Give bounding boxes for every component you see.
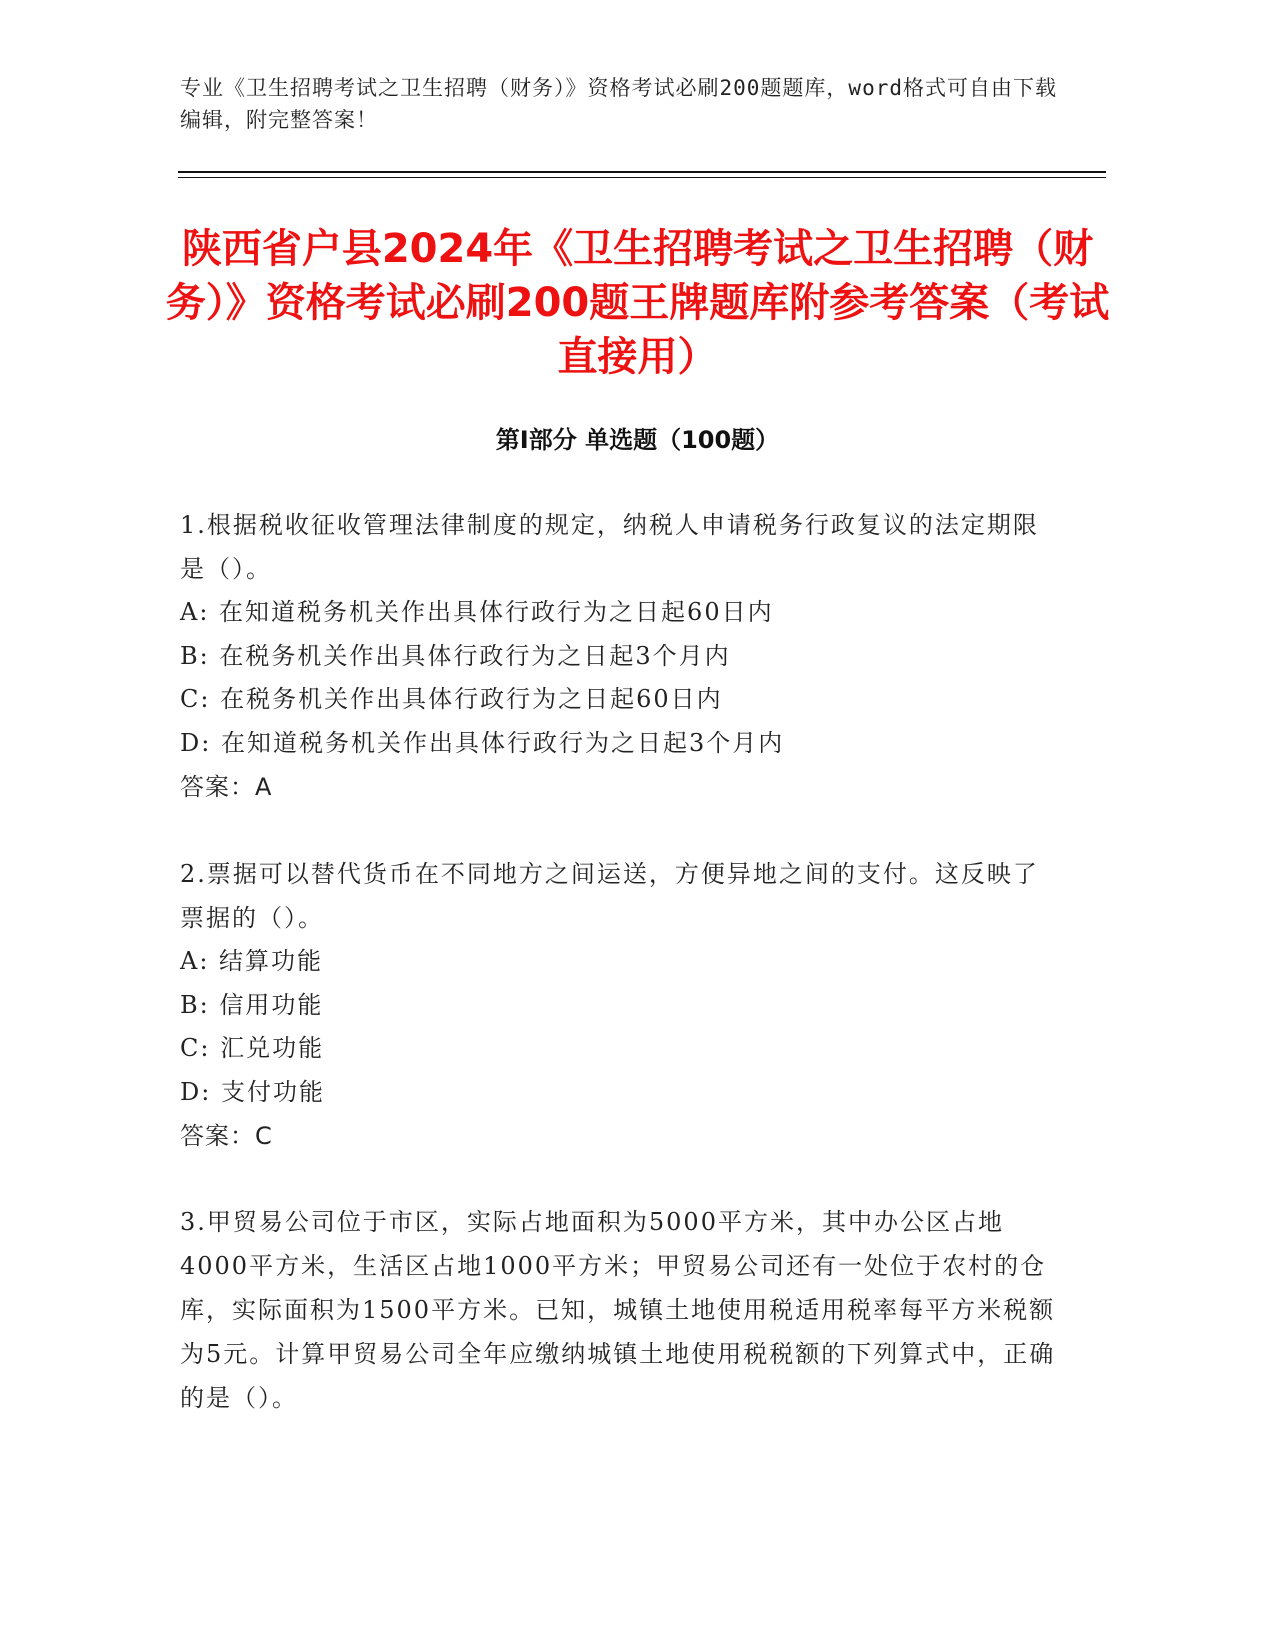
- option-a: A: 在知道税务机关作出具体行政行为之日起60日内: [180, 598, 774, 626]
- question-3: [180, 1200, 1060, 1420]
- option-d: D: 支付功能: [180, 1077, 325, 1106]
- option-b: B: 信用功能: [180, 990, 324, 1019]
- option-a: A: 结算功能: [180, 947, 324, 975]
- question-1: [180, 503, 1060, 809]
- header-note: 专业《卫生招聘考试之卫生招聘（财务）》资格考试必刷200题题库，word格式可自由下载编辑，附完整答案！: [180, 76, 1057, 132]
- answer-label: 答案：A: [180, 773, 273, 801]
- header-rule-thick: [178, 171, 1106, 173]
- option-c: C: 在税务机关作出具体行政行为之日起60日内: [180, 685, 723, 713]
- option-d: D: 在知道税务机关作出具体行政行为之日起3个月内: [180, 728, 785, 757]
- question-stem: 3.甲贸易公司位于市区，实际占地面积为5000平方米，其中办公区占地4000平方米，生活区占地1000平方米；甲贸易公司还有一处位于农村的仓库，实际面积为1500平方米。已知，城镇土地使用税适用税率每平方米税额为5元。计算甲贸易公司全年应缴纳城镇土地使用税税额的下列算式中，正确的是（）。: [180, 1208, 1056, 1412]
- question-stem: 1.根据税收征收管理法律制度的规定，纳税人申请税务行政复议的法定期限是（）。: [180, 511, 1039, 583]
- section-title: 第Ⅰ部分 单选题（100题）: [495, 426, 780, 454]
- answer-label: 答案：C: [180, 1122, 273, 1150]
- document-title: 陕西省户县2024年《卫生招聘考试之卫生招聘（财务）》资格考试必刷200题王牌题库附参考答案（考试直接用）: [165, 226, 1110, 380]
- question-stem: 2.票据可以替代货币在不同地方之间运送，方便异地之间的支付。这反映了票据的（）。: [180, 860, 1039, 932]
- header-rule-thin: [178, 177, 1106, 178]
- option-b: B: 在税务机关作出具体行政行为之日起3个月内: [180, 641, 731, 670]
- option-c: C: 汇兑功能: [180, 1034, 325, 1062]
- question-2: [180, 852, 1060, 1158]
